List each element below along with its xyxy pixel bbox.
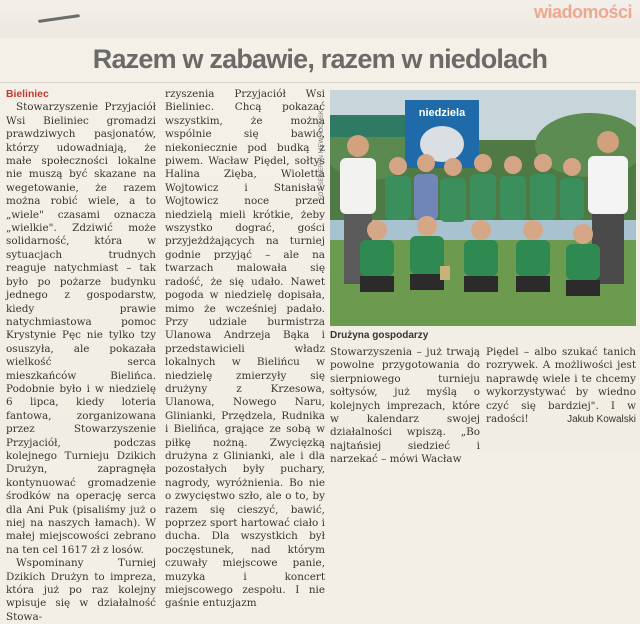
paragraph: Piędel – albo szukać tanich rozrywek. A możliwości jest naprawdę wiele i te chcemy wykorzystywać by wiedno czyć się bardziej". I w radości!	[486, 346, 636, 426]
author-signature: Jakub Kowalski	[567, 414, 636, 425]
photo-caption: Drużyna gospodarzy	[330, 330, 429, 341]
banner-text: niedziela	[418, 107, 466, 119]
paragraph: rzyszenia Przyjaciół Wsi Bieliniec. Chcą pokazać wszystkim, że można wspólnie się bawić, niekoniecznie pod budką z piwem. Wacław Piędel, sołtys Halina Zięba, Wioletta Wojtowicz i Stanisław Wojtowicz noce przed niedzielą mieli krótkie, żeby wszystko dograć, gości przyjeżdżających na turniej godnie przyjąć – ale na twarzach malowała się radość, że się udało. Nawet pogoda w niedzielę dopisała, mimo że wcześniej padało. Przy udziale burmistrza Ulanowa Andrzeja Bąka i przedstawicieli władz lokalnych w Bielińcu w niedzielę zmierzyły się drużyny z Krzesowa, Ulanowa, Nowego Naru, Glinianki, Przędzela, Rudnika i Bielińca, grające ze sobą w piłkę nożną. Zwycięzką drużyna z Glinianki, ale i dla pozostałych były puchary, nagrody, wyróżnienia. Bo nie o zwycięstwo szło, ale o to, by razem się cieszyć, bawić, poprzez sport hartować ciało i ducha. Dla wszystkich był poczęstunek, nad którym czuwały miejscowe panie, muzyka i koncert miejscowego zespołu. I nie gaśnie entuzjazm	[165, 88, 325, 610]
team-photo	[330, 90, 636, 326]
photo-credit: FOT. SEWERYN NIEWIADOMSKI	[319, 108, 325, 200]
article-headline: Razem w zabawie, razem w niedolach	[92, 44, 548, 74]
section-tag: wiadomości	[533, 2, 632, 22]
location-kicker: Bieliniec	[6, 89, 49, 100]
paragraph: Stowarzyszenia – już trwają powolne przygotowania do sierpniowego turnieju sołtysów, już myślą o kolejnych imprezach, które w kalendarz swojej działalności wpiszą. „Bo najtańsiej siedzieć i narzekać – mówi Wacław	[330, 346, 480, 466]
column-2	[165, 88, 325, 611]
column-1	[6, 88, 156, 624]
paragraph: Wspominany Turniej Dzikich Drużyn to impreza, która już po raz kolejny wpisuje się w działalność Stowa-	[6, 557, 156, 623]
divider	[0, 82, 640, 83]
column-3	[330, 346, 480, 467]
paragraph: Stowarzyszenie Przyjaciół Wsi Bieliniec gromadzi prawdziwych pasjonatów, którzy udowadniają, że małe społeczności lokalne nie muszą być skazane na wegetowanie, że razem można robić wiele, a to „wiele" czasami oznacza „wielkie". Zdziwić może solidarność, która w sytuacjach trudnych reaguje natychmiast – tak było po pożarze budynku jednego z gospodarstw, kiedy prawie natychmiastowa pomoc Krystynie Pęc nie tylko tzy osuszyła, ale pokazała wielkość serca mieszkańców Bielińca. Podobnie było i w niedzielę 6 lipca, kiedy loteria fantowa, zorganizowana przez Stowarzyszenie Przyjaciół, podczas kolejnego Turnieju Dzikich Drużyn, zapragnęła kontynuować gromadzenie środków na operację serca dla Ani Puk (pisaliśmy już o niej na naszych łamach). W małej miejscowości zebrano na ten cel 1617 zł z losów.	[6, 101, 156, 556]
